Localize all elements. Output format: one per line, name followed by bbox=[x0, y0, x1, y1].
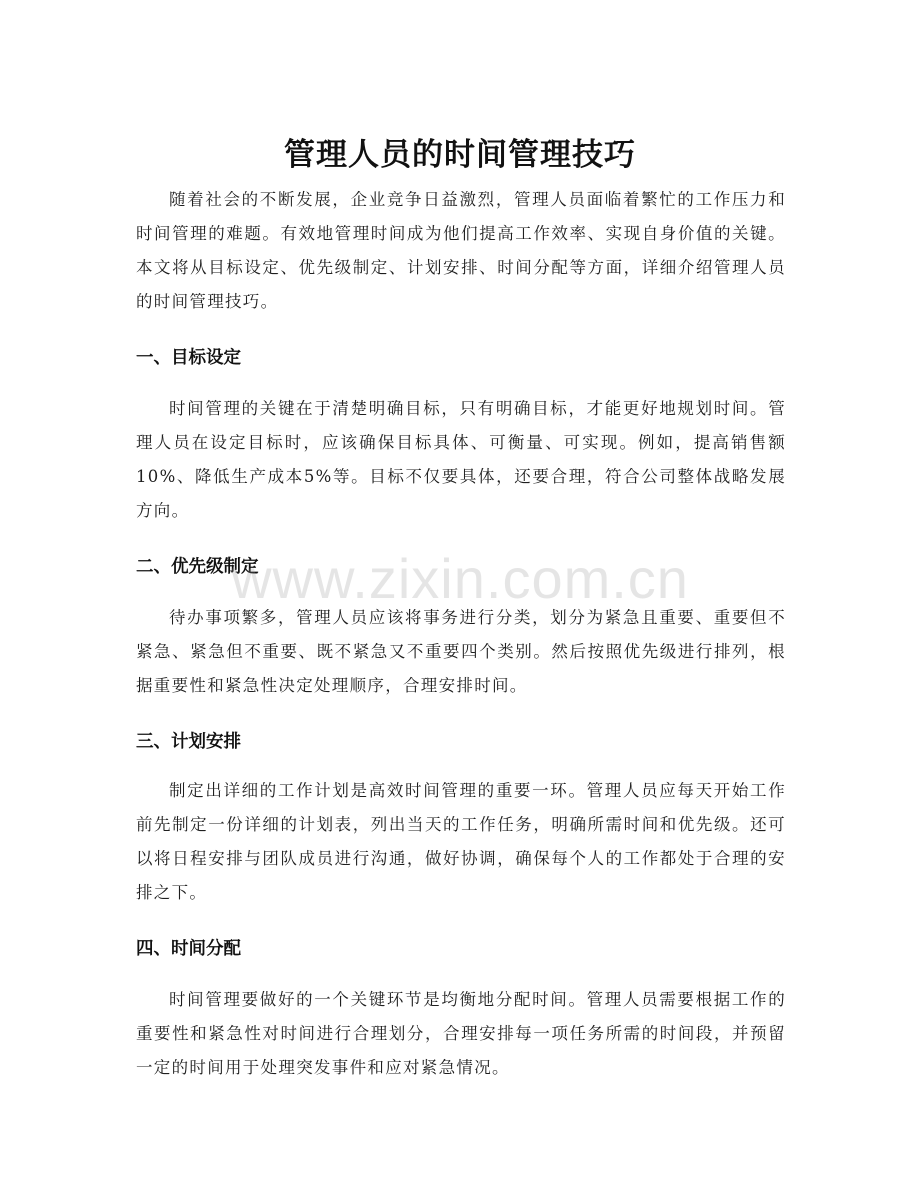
section-body-time-allocation: 时间管理要做好的一个关键环节是均衡地分配时间。管理人员需要根据工作的重要性和紧急性对时间进行合理划分，合理安排每一项任务所需的时间段，并预留一定的时间用于处理突发事件和应对紧急情况。 bbox=[136, 990, 786, 1077]
section-body-priority: 待办事项繁多，管理人员应该将事务进行分类，划分为紧急且重要、重要但不紧急、紧急但不重要、既不紧急又不重要四个类别。然后按照优先级进行排列，根据重要性和紧急性决定处理顺序，合理安排时间。 bbox=[136, 608, 786, 695]
document-title: 管理人员的时间管理技巧 bbox=[284, 136, 636, 173]
watermark-text: www.zixin.com.cn bbox=[231, 547, 689, 610]
section-heading-goal-setting: 一、目标设定 bbox=[136, 348, 241, 368]
section-heading-priority: 二、优先级制定 bbox=[136, 557, 259, 577]
section-body-planning: 制定出详细的工作计划是高效时间管理的重要一环。管理人员应每天开始工作前先制定一份详细的计划表，列出当天的工作任务，明确所需时间和优先级。还可以将日程安排与团队成员进行沟通，做好协调，确保每个人的工作都处于合理的安排之下。 bbox=[136, 781, 786, 902]
intro-paragraph: 随着社会的不断发展，企业竞争日益激烈，管理人员面临着繁忙的工作压力和时间管理的难题。有效地管理时间成为他们提高工作效率、实现自身价值的关键。本文将从目标设定、优先级制定、计划安排、时间分配等方面，详细介绍管理人员的时间管理技巧。 bbox=[136, 190, 786, 311]
section-body-goal-setting: 时间管理的关键在于清楚明确目标，只有明确目标，才能更好地规划时间。管理人员在设定目标时，应该确保目标具体、可衡量、可实现。例如，提高销售额10%、降低生产成本5%等。目标不仅要具体，还要合理，符合公司整体战略发展方向。 bbox=[136, 399, 786, 520]
section-heading-time-allocation: 四、时间分配 bbox=[136, 939, 241, 959]
section-heading-planning: 三、计划安排 bbox=[136, 732, 241, 752]
